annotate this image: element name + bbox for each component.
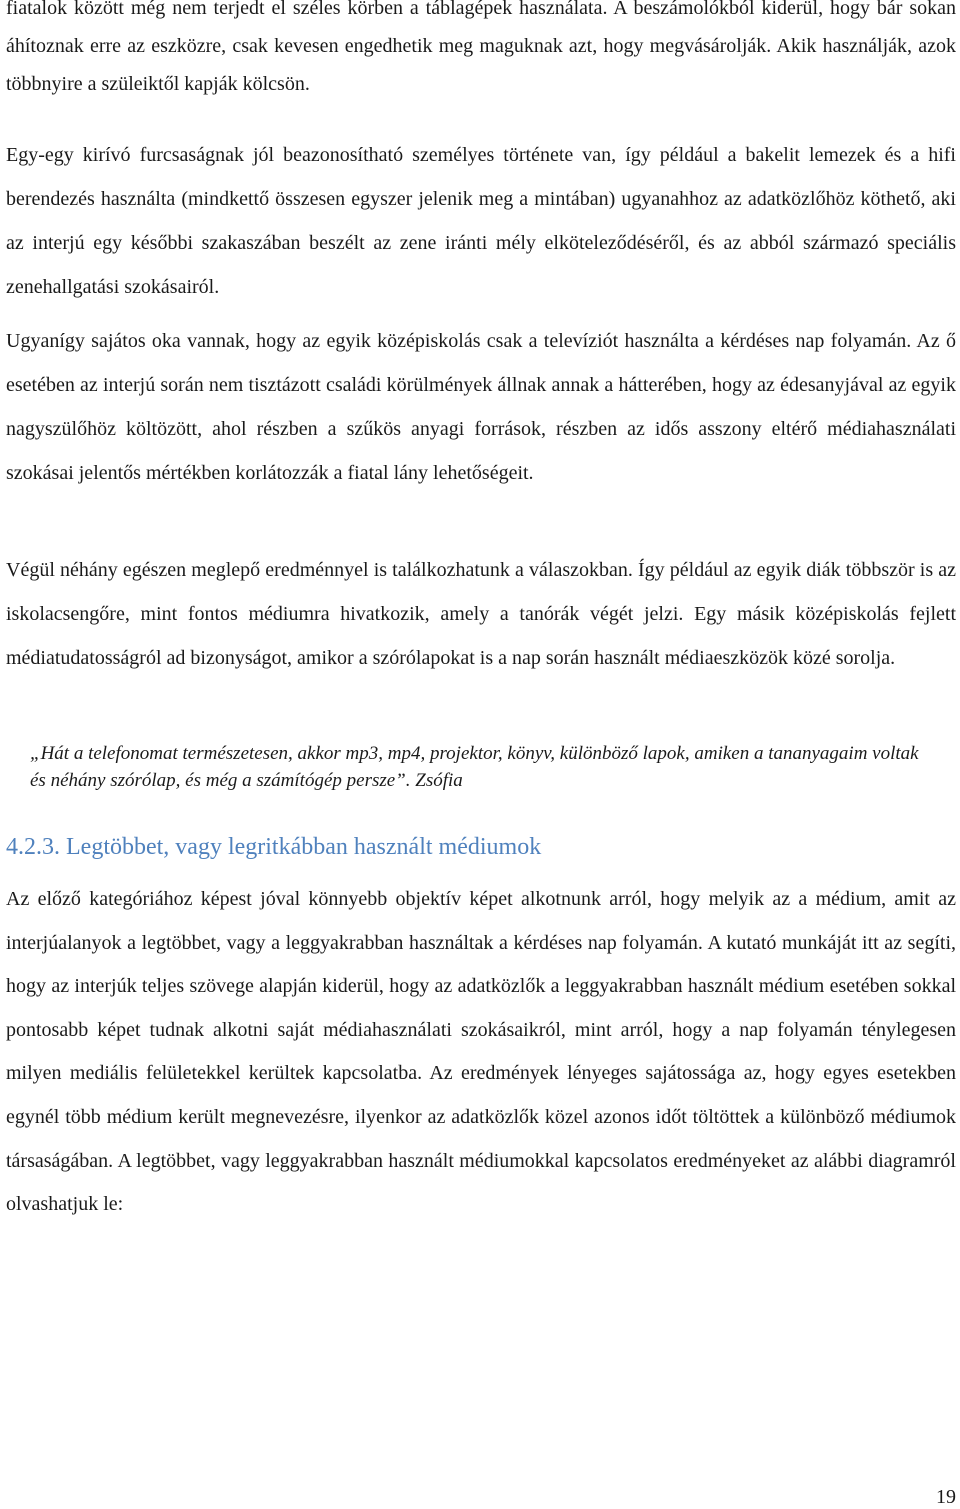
body-paragraph: Egy-egy kirívó furcsaságnak jól beazonosítható személyes története van, így például a bakelit lemezek és a hifi berendezés használta (mindkettő összesen egyszer jelenik meg a mintában) ugyanahhoz az adatközlőhöz köthető, aki az interjú egy későbbi szakaszában beszélt az zene iránti mély elköteleződéséről, és az abból származó speciális zenehallgatási szokásairól. xyxy=(6,144,956,298)
page-number: 19 xyxy=(936,1486,956,1508)
body-paragraph: Végül néhány egészen meglepő eredménnyel is találkozhatunk a válaszokban. Így például az egyik diák többször is az iskolacsengőre, mint fontos médiumra hivatkozik, amely a tanórák végét jelzi. Egy másik középiskolás fejlett médiatudatosságról ad bizonyságot, amikor a szórólapokat is a nap során használt médiaeszközök közé sorolja. xyxy=(6,559,956,669)
interview-quote: „Hát a telefonomat természetesen, akkor mp3, mp4, projektor, könyv, különböző lapok, amiken a tananyagaim voltak és néhány szórólap, és még a számítógép persze”. Zsófia xyxy=(30,743,919,791)
body-paragraph: Az előző kategóriához képest jóval könnyebb objektív képet alkotnunk arról, hogy melyik az a médium, amit az interjúalanyok a legtöbbet, vagy a leggyakrabban használtak a kérdéses nap folyamán. A kutató munkáját itt az segíti, hogy az interjúk teljes szövege alapján kiderül, hogy az adatközlők a leggyakrabban használt médium esetében sokkal pontosabb képet tudnak alkotni saját médiahasználati szokásaikról, mint arról, hogy a nap folyamán ténylegesen milyen mediális felületekkel kerültek kapcsolatba. Az eredmények lényeges sajátossága az, hogy egyes esetekben egynél több médium került megnevezésre, ilyenkor az adatközlők közel azonos időt töltöttek a különböző médiumok társaságában. A legtöbbet, vagy leggyakrabban használt médiumokkal kapcsolatos eredményeket az alábbi diagramról olvashatjuk le: xyxy=(6,888,956,1216)
body-paragraph: Ugyanígy sajátos oka vannak, hogy az egyik középiskolás csak a televíziót használta a kérdéses nap folyamán. Az ő esetében az interjú során nem tisztázott családi körülmények állnak annak a hátterében, hogy az édesanyjával az egyik nagyszülőhöz költözött, ahol részben a szűkös anyagi források, részben az idős asszony eltérő médiahasználati szokásai jelentős mértékben korlátozzák a fiatal lány lehetőségeit. xyxy=(6,330,956,484)
section-heading: 4.2.3. Legtöbbet, vagy legritkábban használt médiumok xyxy=(6,834,542,860)
body-paragraph: fiatalok között még nem terjedt el széles körben a táblagépek használata. A beszámolókból kiderül, hogy bár sokan áhítoznak erre az eszközre, csak kevesen engedhetik meg maguknak azt, hogy megvásárolják. Akik használják, azok többnyire a szüleiktől kapják kölcsön. xyxy=(6,0,956,95)
